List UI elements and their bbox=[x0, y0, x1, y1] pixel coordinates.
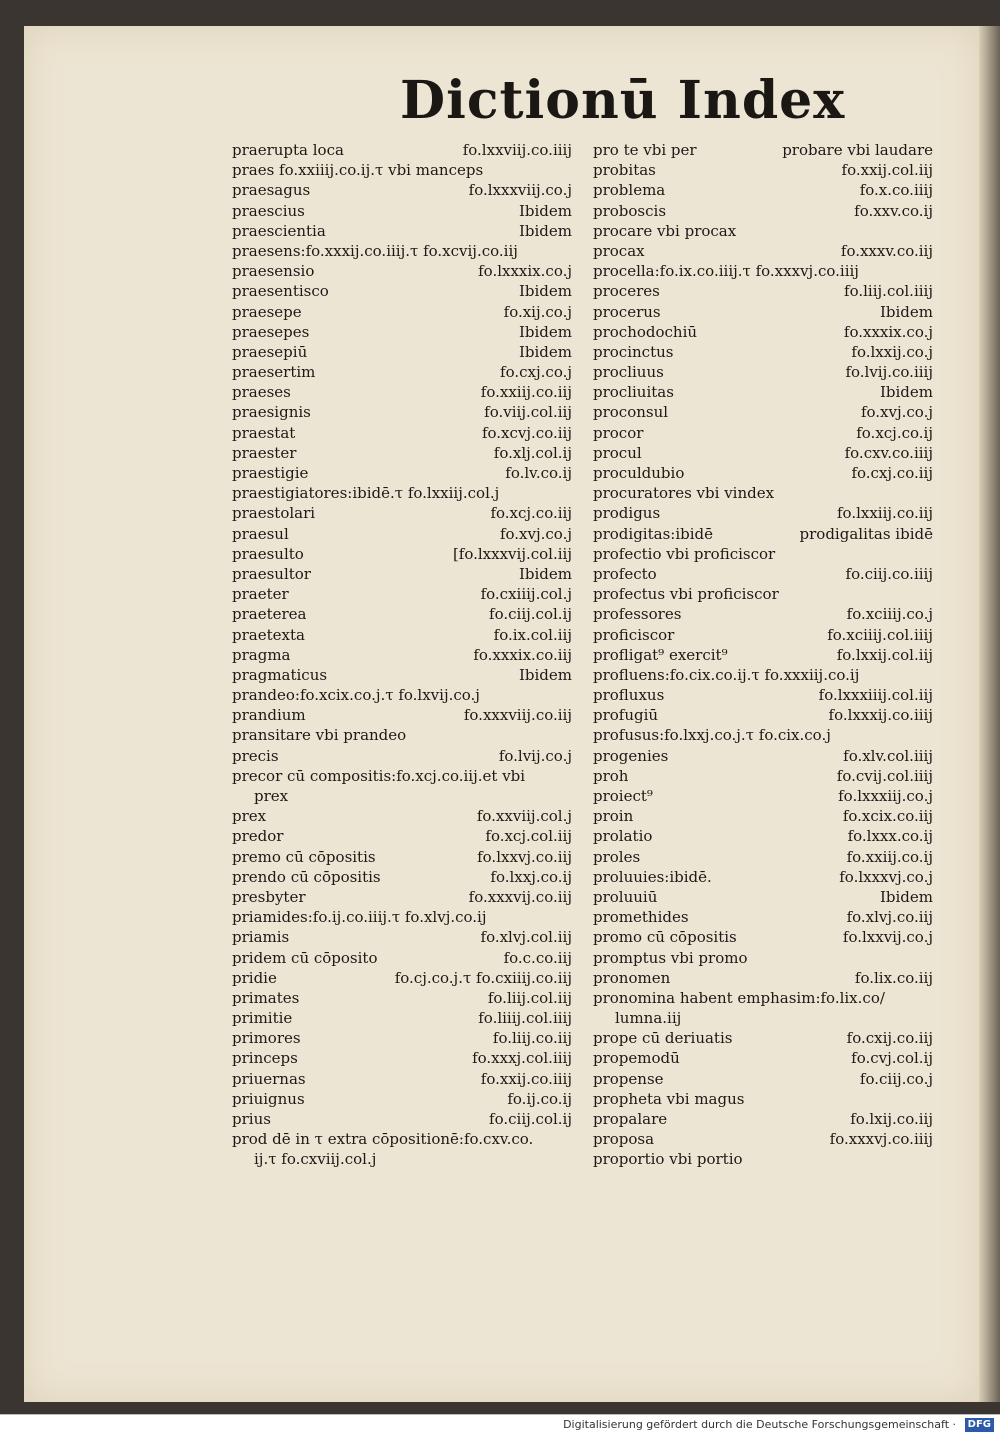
index-entry bbox=[232, 584, 572, 604]
entry-term: propalare bbox=[593, 1110, 668, 1128]
index-entry bbox=[593, 867, 933, 887]
entry-term: praestigiatores:ibidē.τ fo.lxxiij.col.j bbox=[232, 484, 500, 503]
entry-term: primores bbox=[232, 1029, 301, 1048]
entry-term: praetexta bbox=[232, 625, 305, 644]
entry-term: prandeo:fo.xcix.co.j.τ fo.lxvij.co.j bbox=[232, 686, 480, 705]
entry-term: procliuitas bbox=[593, 383, 674, 402]
index-entry bbox=[593, 524, 933, 544]
index-entry bbox=[232, 503, 572, 523]
entry-reference: fo.c.co.iij bbox=[503, 948, 572, 967]
entry-reference: fo.lvij.co.iiij bbox=[845, 363, 933, 382]
entry-term: ij.τ fo.cxviij.col.j bbox=[254, 1150, 377, 1169]
entry-term: prodigus bbox=[593, 504, 661, 523]
entry-term: profligat⁹ exercit⁹ bbox=[593, 645, 728, 664]
index-column-left bbox=[232, 140, 572, 1170]
entry-reference: fo.xcj.col.iij bbox=[485, 827, 572, 846]
index-entry bbox=[232, 322, 572, 342]
entry-reference: fo.lxxviij.co.iiij bbox=[462, 141, 572, 159]
index-entry bbox=[232, 645, 572, 665]
index-entry bbox=[593, 907, 933, 927]
entry-term: praesagus bbox=[232, 181, 311, 200]
index-entry bbox=[232, 544, 572, 564]
entry-term: profecto bbox=[593, 564, 657, 583]
entry-reference: fo.xxxviij.co.iij bbox=[463, 706, 572, 725]
entry-term: priuignus bbox=[232, 1089, 305, 1108]
index-entry bbox=[232, 665, 572, 685]
entry-reference: fo.ciij.co.j bbox=[859, 1069, 933, 1088]
entry-reference: Ibidem bbox=[518, 201, 572, 220]
index-entry bbox=[232, 221, 572, 241]
index-entry bbox=[232, 382, 572, 402]
index-entry bbox=[232, 988, 572, 1008]
index-entry bbox=[593, 746, 933, 766]
index-entry bbox=[232, 604, 572, 624]
index-entry bbox=[232, 968, 572, 988]
entry-term: prendo cū cōpositis bbox=[232, 867, 381, 886]
entry-term: procliuus bbox=[593, 363, 664, 382]
entry-term: prochodochiū bbox=[593, 322, 698, 341]
entry-term: presbyter bbox=[232, 887, 306, 906]
entry-reference: fo.xxviij.col.j bbox=[476, 807, 572, 826]
entry-reference: Ibidem bbox=[518, 322, 572, 341]
entry-term: proin bbox=[593, 807, 634, 826]
entry-reference: fo.cxiiij.col.j bbox=[480, 585, 572, 604]
index-entry bbox=[232, 685, 572, 705]
index-entry bbox=[232, 1069, 572, 1089]
entry-term: propemodū bbox=[593, 1049, 680, 1068]
entry-term: praesepes bbox=[232, 322, 310, 341]
index-entry bbox=[593, 988, 933, 1008]
entry-term: praesignis bbox=[232, 403, 311, 422]
index-entry bbox=[232, 524, 572, 544]
entry-reference: fo.xlv.col.iiij bbox=[843, 746, 933, 765]
index-entry bbox=[593, 1069, 933, 1089]
entry-term: praeterea bbox=[232, 605, 307, 624]
entry-term: prex bbox=[232, 807, 267, 826]
index-entry bbox=[593, 1048, 933, 1068]
entry-term: promo cū cōpositis bbox=[593, 928, 737, 947]
entry-term: praescius bbox=[232, 201, 305, 220]
index-entry bbox=[232, 1048, 572, 1068]
entry-term: praesepe bbox=[232, 302, 302, 321]
index-entry bbox=[232, 180, 572, 200]
entry-reference: Ibidem bbox=[518, 282, 572, 301]
entry-reference: fo.xxxvij.co.iij bbox=[468, 887, 572, 906]
index-entry bbox=[232, 1089, 572, 1109]
entry-term: praester bbox=[232, 443, 297, 462]
entry-reference: fo.x.co.iiij bbox=[859, 181, 933, 200]
index-entry bbox=[593, 625, 933, 645]
entry-reference: fo.lxxij.col.iij bbox=[836, 645, 933, 664]
entry-term: pransitare vbi prandeo bbox=[232, 726, 407, 745]
entry-term: procuratores vbi vindex bbox=[593, 484, 775, 503]
index-entry bbox=[593, 725, 933, 745]
index-entry bbox=[593, 604, 933, 624]
index-entry bbox=[593, 1109, 933, 1129]
entry-term: praerupta loca bbox=[232, 141, 344, 159]
entry-term: praesul bbox=[232, 524, 289, 543]
index-entry bbox=[593, 786, 933, 806]
index-entry bbox=[593, 806, 933, 826]
entry-reference: fo.lxxxviij.co.j bbox=[468, 181, 572, 200]
index-entry bbox=[232, 1109, 572, 1129]
index-entry bbox=[593, 766, 933, 786]
entry-reference: fo.xlvj.col.iij bbox=[480, 928, 572, 947]
entry-reference: fo.lxxxiiij.col.iij bbox=[818, 686, 933, 705]
index-entry bbox=[593, 564, 933, 584]
entry-reference: fo.lxxj.co.ij bbox=[490, 867, 572, 886]
index-entry bbox=[232, 907, 572, 927]
entry-term: prodigitas:ibidē bbox=[593, 524, 713, 543]
index-entry bbox=[593, 160, 933, 180]
entry-reference: fo.xciiij.co.j bbox=[846, 605, 933, 624]
entry-reference: fo.lvij.co.j bbox=[498, 746, 572, 765]
entry-reference: fo.liiij.col.iiij bbox=[478, 1009, 572, 1028]
entry-reference: fo.xvj.co.j bbox=[499, 524, 572, 543]
index-entry bbox=[593, 281, 933, 301]
index-entry bbox=[593, 483, 933, 503]
entry-term: procax bbox=[593, 241, 645, 260]
entry-reference: fo.xxij.co.iiij bbox=[480, 1069, 572, 1088]
entry-term: praesulto bbox=[232, 544, 304, 563]
index-entry bbox=[593, 826, 933, 846]
entry-term: pridem cū cōposito bbox=[232, 948, 378, 967]
index-entry bbox=[593, 705, 933, 725]
entry-term: profluens:fo.cix.co.ij.τ fo.xxxiij.co.ij bbox=[593, 665, 860, 684]
entry-reference: fo.xij.co.j bbox=[503, 302, 572, 321]
entry-reference: fo.xxxix.co.j bbox=[843, 322, 933, 341]
entry-term: premo cū cōpositis bbox=[232, 847, 376, 866]
entry-reference: fo.lxxvij.co.j bbox=[842, 928, 933, 947]
index-entry bbox=[593, 1149, 933, 1169]
entry-term: praeter bbox=[232, 585, 289, 604]
entry-term: profugiū bbox=[593, 706, 659, 725]
entry-term: pridie bbox=[232, 968, 277, 987]
entry-reference: fo.ij.co.ij bbox=[507, 1089, 572, 1108]
index-entry bbox=[593, 685, 933, 705]
entry-reference: fo.lxxij.co.j bbox=[851, 342, 933, 361]
entry-term: pragma bbox=[232, 645, 291, 664]
entry-term: primates bbox=[232, 988, 300, 1007]
entry-reference: fo.cvij.col.iiij bbox=[836, 766, 933, 785]
index-entry bbox=[593, 544, 933, 564]
entry-term: prex bbox=[254, 787, 289, 805]
entry-reference: fo.cvj.col.ij bbox=[851, 1049, 933, 1068]
entry-reference: fo.cxv.co.iiij bbox=[844, 443, 933, 462]
entry-reference: fo.cj.co.j.τ fo.cxiiij.co.iij bbox=[394, 968, 572, 987]
index-entry bbox=[593, 140, 933, 160]
entry-term: lumna.iij bbox=[615, 1009, 682, 1028]
entry-term: proficiscor bbox=[593, 625, 675, 644]
entry-term: praes fo.xxiiij.co.ij.τ vbi manceps bbox=[232, 161, 484, 180]
entry-term: pro te vbi per bbox=[593, 141, 697, 159]
index-entry bbox=[232, 725, 572, 745]
index-entry bbox=[593, 948, 933, 968]
entry-term: procinctus bbox=[593, 342, 674, 361]
entry-term: prius bbox=[232, 1110, 271, 1128]
index-entry bbox=[593, 402, 933, 422]
entry-reference: fo.liij.col.iiij bbox=[844, 282, 933, 301]
entry-reference: fo.lxxxvj.co.j bbox=[839, 867, 933, 886]
entry-term: pronomen bbox=[593, 968, 671, 987]
entry-reference: fo.cxij.co.iij bbox=[846, 1029, 933, 1048]
entry-term: proluuies:ibidē. bbox=[593, 867, 712, 886]
index-entry bbox=[232, 948, 572, 968]
index-entry bbox=[593, 201, 933, 221]
entry-term: progenies bbox=[593, 746, 669, 765]
index-entry bbox=[232, 443, 572, 463]
entry-reference: fo.ix.col.iij bbox=[493, 625, 572, 644]
index-entry bbox=[593, 1089, 933, 1109]
index-entry bbox=[232, 564, 572, 584]
index-entry bbox=[232, 140, 572, 160]
index-entry bbox=[232, 786, 572, 806]
entry-term: praeses bbox=[232, 383, 291, 402]
entry-term: praesultor bbox=[232, 564, 311, 583]
index-entry bbox=[593, 503, 933, 523]
index-entry bbox=[232, 867, 572, 887]
entry-reference: fo.liij.col.iij bbox=[487, 988, 572, 1007]
page-title: Dictionū Index bbox=[400, 70, 846, 131]
entry-reference: Ibidem bbox=[518, 342, 572, 361]
entry-reference: fo.xlj.col.ij bbox=[493, 443, 572, 462]
index-entry bbox=[593, 927, 933, 947]
entry-term: proconsul bbox=[593, 403, 669, 422]
entry-reference: fo.xxv.co.ij bbox=[854, 201, 933, 220]
entry-reference: fo.xcvj.co.iij bbox=[481, 423, 572, 442]
entry-term: profectus vbi proficiscor bbox=[593, 585, 779, 604]
entry-reference: probare vbi laudare bbox=[782, 141, 933, 159]
entry-term: prolatio bbox=[593, 827, 653, 846]
entry-term: prope cū deriuatis bbox=[593, 1029, 733, 1048]
entry-reference: Ibidem bbox=[879, 383, 933, 402]
entry-term: proh bbox=[593, 766, 629, 785]
entry-reference: fo.lxxxix.co.j bbox=[478, 262, 572, 281]
entry-term: procor bbox=[593, 423, 644, 442]
entry-reference: fo.cxj.co.j bbox=[500, 363, 572, 382]
entry-reference: fo.cxj.co.iij bbox=[851, 464, 933, 482]
entry-term: praescientia bbox=[232, 221, 326, 240]
entry-reference: fo.xxiij.co.iij bbox=[480, 383, 572, 402]
index-entry bbox=[232, 463, 572, 483]
index-entry bbox=[593, 1028, 933, 1048]
entry-term: princeps bbox=[232, 1049, 298, 1068]
index-entry bbox=[593, 302, 933, 322]
entry-reference: fo.lxxx.co.ij bbox=[847, 827, 933, 846]
entry-reference: fo.ciij.col.ij bbox=[489, 605, 572, 624]
entry-reference: fo.ciij.col.ij bbox=[489, 1110, 572, 1128]
index-entry bbox=[232, 766, 572, 786]
entry-term: predor bbox=[232, 827, 284, 846]
entry-reference: fo.xcj.co.iij bbox=[490, 504, 572, 523]
entry-term: priuernas bbox=[232, 1069, 306, 1088]
entry-term: prandium bbox=[232, 706, 306, 725]
entry-term: procare vbi procax bbox=[593, 221, 737, 240]
entry-reference: fo.xciiij.col.iiij bbox=[827, 625, 933, 644]
entry-reference: fo.xvj.co.j bbox=[860, 403, 933, 422]
index-entry bbox=[593, 221, 933, 241]
index-entry bbox=[593, 423, 933, 443]
entry-term: problema bbox=[593, 181, 666, 200]
entry-term: precis bbox=[232, 746, 279, 765]
index-entry bbox=[232, 362, 572, 382]
index-entry bbox=[232, 402, 572, 422]
entry-term: profectio vbi proficiscor bbox=[593, 544, 776, 563]
entry-term: priamides:fo.ij.co.iiij.τ fo.xlvj.co.ij bbox=[232, 908, 487, 927]
dfg-logo: DFG bbox=[965, 1418, 994, 1432]
index-entry bbox=[593, 443, 933, 463]
entry-term: proportio vbi portio bbox=[593, 1150, 743, 1169]
index-entry bbox=[232, 625, 572, 645]
entry-reference: fo.lxxiij.co.iij bbox=[837, 504, 933, 523]
entry-term: praestolari bbox=[232, 504, 316, 523]
entry-reference: fo.lxxvj.co.iij bbox=[477, 847, 572, 866]
entry-term: procul bbox=[593, 443, 642, 462]
index-entry bbox=[593, 887, 933, 907]
index-entry bbox=[232, 1008, 572, 1028]
index-entry bbox=[232, 847, 572, 867]
entry-reference: fo.xxxj.col.iiij bbox=[472, 1049, 572, 1068]
entry-reference: fo.xcj.co.ij bbox=[856, 423, 933, 442]
index-entry bbox=[593, 261, 933, 281]
page-edge bbox=[979, 26, 1000, 1402]
entry-term: propheta vbi magus bbox=[593, 1089, 745, 1108]
index-entry bbox=[593, 362, 933, 382]
entry-term: pragmaticus bbox=[232, 665, 328, 684]
index-entry bbox=[593, 968, 933, 988]
entry-term: primitie bbox=[232, 1009, 293, 1028]
entry-term: proluuiū bbox=[593, 887, 658, 906]
index-entry bbox=[232, 302, 572, 322]
index-entry bbox=[232, 241, 572, 261]
entry-term: praesertim bbox=[232, 363, 316, 382]
index-entry bbox=[232, 746, 572, 766]
entry-reference: fo.lxij.co.iij bbox=[850, 1110, 933, 1128]
entry-term: probitas bbox=[593, 161, 656, 180]
entry-term: praesentisco bbox=[232, 282, 329, 301]
entry-reference: fo.lxxxij.co.iiij bbox=[828, 706, 933, 725]
index-entry bbox=[593, 241, 933, 261]
index-entry bbox=[232, 806, 572, 826]
index-entry bbox=[232, 887, 572, 907]
index-entry bbox=[232, 342, 572, 362]
index-column-right bbox=[593, 140, 933, 1170]
entry-term: praesens:fo.xxxij.co.iiij.τ fo.xcvij.co.iij bbox=[232, 241, 518, 260]
index-entry bbox=[593, 463, 933, 483]
index-entry bbox=[593, 847, 933, 867]
entry-term: proboscis bbox=[593, 201, 667, 220]
index-entry bbox=[232, 1149, 572, 1169]
entry-term: praestat bbox=[232, 423, 296, 442]
entry-term: prod dē in τ extra cōpositionē:fo.cxv.co. bbox=[232, 1130, 534, 1149]
entry-term: praesepiū bbox=[232, 342, 308, 361]
entry-reference: fo.xxiij.co.ij bbox=[846, 847, 933, 866]
index-entry bbox=[232, 423, 572, 443]
entry-reference: fo.xxxix.co.iij bbox=[473, 645, 572, 664]
index-entry bbox=[593, 665, 933, 685]
entry-reference: fo.lix.co.iij bbox=[854, 968, 933, 987]
entry-term: proposa bbox=[593, 1130, 655, 1149]
index-entry bbox=[232, 927, 572, 947]
entry-term: precor cū compositis:fo.xcj.co.iij.et vbi bbox=[232, 766, 526, 785]
entry-term: professores bbox=[593, 605, 682, 624]
index-entry bbox=[232, 261, 572, 281]
index-entry bbox=[232, 1028, 572, 1048]
entry-reference: fo.lv.co.ij bbox=[505, 464, 572, 482]
entry-reference: fo.xxxvj.co.iiij bbox=[829, 1130, 933, 1149]
entry-term: proles bbox=[593, 847, 641, 866]
entry-reference: fo.xxxv.co.iij bbox=[840, 241, 933, 260]
entry-term: procerus bbox=[593, 302, 661, 321]
index-entry bbox=[593, 1008, 933, 1028]
entry-reference: fo.lxxxiij.co.j bbox=[838, 787, 933, 805]
entry-reference: Ibidem bbox=[879, 887, 933, 906]
entry-term: praesensio bbox=[232, 262, 315, 281]
index-entry bbox=[593, 645, 933, 665]
entry-term: promethides bbox=[593, 908, 689, 927]
entry-term: propense bbox=[593, 1069, 664, 1088]
index-entry bbox=[232, 281, 572, 301]
entry-term: profluxus bbox=[593, 686, 665, 705]
entry-term: proiect⁹ bbox=[593, 787, 653, 805]
entry-reference: fo.ciij.co.iiij bbox=[845, 564, 933, 583]
entry-term: pronomina habent emphasim:fo.lix.co/ bbox=[593, 988, 885, 1007]
index-entry bbox=[593, 1129, 933, 1149]
entry-reference: Ibidem bbox=[518, 221, 572, 240]
entry-term: procella:fo.ix.co.iiij.τ fo.xxxvj.co.iiij bbox=[593, 262, 859, 281]
entry-term: proculdubio bbox=[593, 464, 685, 482]
entry-reference: fo.xlvj.co.iij bbox=[846, 908, 933, 927]
entry-reference: fo.viij.col.iij bbox=[484, 403, 572, 422]
entry-reference: [fo.lxxxvij.col.iij bbox=[452, 544, 572, 563]
index-entry bbox=[593, 584, 933, 604]
entry-reference: Ibidem bbox=[518, 564, 572, 583]
entry-reference: Ibidem bbox=[879, 302, 933, 321]
index-entry bbox=[232, 160, 572, 180]
entry-term: profusus:fo.lxxj.co.j.τ fo.cix.co.j bbox=[593, 726, 831, 745]
footer-bar bbox=[0, 1414, 1000, 1436]
index-entry bbox=[593, 180, 933, 200]
index-entry bbox=[232, 201, 572, 221]
entry-term: promptus vbi promo bbox=[593, 948, 748, 967]
funding-notice: Digitalisierung gefördert durch die Deutsche Forschungsgemeinschaft · bbox=[563, 1418, 956, 1431]
entry-term: priamis bbox=[232, 928, 290, 947]
index-entry bbox=[232, 1129, 572, 1149]
index-entry bbox=[593, 382, 933, 402]
entry-reference: prodigalitas ibidē bbox=[799, 524, 933, 543]
index-entry bbox=[232, 705, 572, 725]
index-entry bbox=[232, 826, 572, 846]
entry-reference: Ibidem bbox=[518, 665, 572, 684]
index-entry bbox=[232, 483, 572, 503]
entry-reference: fo.xxij.col.iij bbox=[841, 161, 933, 180]
entry-reference: fo.liij.co.iij bbox=[492, 1029, 572, 1048]
entry-term: proceres bbox=[593, 282, 660, 301]
index-entry bbox=[593, 322, 933, 342]
index-entry bbox=[593, 342, 933, 362]
entry-reference: fo.xcix.co.iij bbox=[842, 807, 933, 826]
entry-term: praestigie bbox=[232, 464, 309, 482]
